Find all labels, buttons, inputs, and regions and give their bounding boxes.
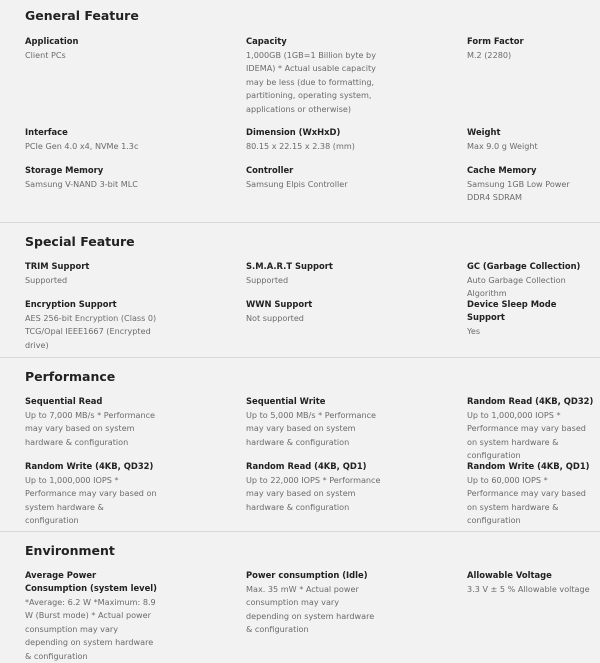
spec-label: Cache Memory [467,165,537,175]
section-divider [0,357,600,358]
spec-sequential-write [246,395,381,449]
spec-dimension [246,126,396,153]
spec-random-read-qd1 [246,460,381,514]
section-title: General Feature [25,8,139,23]
spec-value: Up to 22,000 IOPS * Performance may vary based on system hardware & configuration [246,475,381,512]
spec-label: Controller [246,165,294,175]
section-special-feature [0,234,600,354]
spec-weight [467,126,600,153]
spec-average-power [25,569,160,663]
section-general-feature [0,8,600,228]
spec-random-write-qd1 [467,460,597,528]
spec-label: Interface [25,127,68,137]
spec-label: Allowable Voltage [467,570,552,580]
spec-label: Random Write (4KB, QD32) [25,461,154,471]
spec-random-read-qd32 [467,395,597,463]
spec-value: Auto Garbage Collection Algorithm [467,275,566,299]
spec-encryption-support [25,298,165,352]
spec-value: M.2 (2280) [467,50,512,60]
spec-value: PCIe Gen 4.0 x4, NVMe 1.3c [25,141,139,151]
spec-label: Sequential Write [246,396,326,406]
spec-value: Max 9.0 g Weight [467,141,538,151]
section-divider [0,531,600,532]
spec-trim-support [25,260,175,287]
spec-label: TRIM Support [25,261,90,271]
spec-controller [246,164,396,191]
section-title: Special Feature [25,234,135,249]
spec-value: Yes [467,326,481,336]
spec-value: Not supported [246,313,304,323]
spec-sequential-read [25,395,160,449]
spec-label: Dimension (WxHxD) [246,127,341,137]
spec-value: Up to 1,000,000 IOPS * Performance may vary based on system hardware & configuration [467,410,586,461]
spec-value: Samsung Elpis Controller [246,179,348,189]
spec-value: Up to 1,000,000 IOPS * Performance may vary based on system hardware & configuration [25,475,157,526]
spec-value: Client PCs [25,50,66,60]
spec-garbage-collection [467,260,597,301]
spec-label: S.M.A.R.T Support [246,261,333,271]
spec-label: Device Sleep Mode Support [467,299,557,322]
spec-label: Power consumption (Idle) [246,570,368,580]
spec-value: AES 256-bit Encryption (Class 0) TCG/Opal IEEE1667 (Encrypted drive) [25,313,157,350]
spec-value: Samsung 1GB Low Power DDR4 SDRAM [467,179,570,203]
spec-interface [25,126,175,153]
spec-label: WWN Support [246,299,313,309]
spec-smart-support [246,260,396,287]
section-environment [0,543,600,661]
spec-value: Up to 5,000 MB/s * Performance may vary based on system hardware & configuration [246,410,377,447]
spec-wwn-support [246,298,396,325]
spec-label: Form Factor [467,36,524,46]
spec-label: Random Write (4KB, QD1) [467,461,590,471]
spec-value: Supported [25,275,68,285]
spec-capacity [246,35,381,116]
spec-label: Average Power Consumption (system level) [25,570,158,593]
spec-storage-memory [25,164,175,191]
spec-label: Weight [467,127,501,137]
spec-value: Samsung V-NAND 3-bit MLC [25,179,138,189]
spec-random-write-qd32 [25,460,160,528]
section-performance [0,369,600,529]
spec-label: Storage Memory [25,165,104,175]
spec-label: Random Read (4KB, QD1) [246,461,367,471]
spec-form-factor [467,35,600,62]
spec-value: Up to 60,000 IOPS * Performance may vary based on system hardware & configuration [467,475,586,526]
spec-value: 1,000GB (1GB=1 Billion byte by IDEMA) * Actual usable capacity may be less (due to formatting, partitioning, operating system, applications or otherwise) [246,50,376,114]
spec-label: Sequential Read [25,396,103,406]
spec-value: Max. 35 mW * Actual power consumption may vary depending on system hardware & configuration [246,584,375,635]
spec-value: 3.3 V ± 5 % Allowable voltage [467,584,590,594]
spec-cache-memory [467,164,587,205]
spec-allowable-voltage [467,569,597,596]
spec-application [25,35,175,62]
section-title: Environment [25,543,115,558]
spec-power-idle [246,569,381,637]
spec-label: Random Read (4KB, QD32) [467,396,594,406]
spec-value: *Average: 6.2 W *Maximum: 8.9 W (Burst mode) * Actual power consumption may vary depending on system hardware & configuration [25,597,156,661]
section-title: Performance [25,369,116,384]
section-divider [0,222,600,223]
spec-label: GC (Garbage Collection) [467,261,581,271]
spec-label: Capacity [246,36,287,46]
spec-value: Up to 7,000 MB/s * Performance may vary based on system hardware & configuration [25,410,156,447]
spec-device-sleep-mode [467,298,597,338]
spec-label: Encryption Support [25,299,117,309]
spec-label: Application [25,36,79,46]
spec-value: 80.15 x 22.15 x 2.38 (mm) [246,141,355,151]
spec-value: Supported [246,275,289,285]
